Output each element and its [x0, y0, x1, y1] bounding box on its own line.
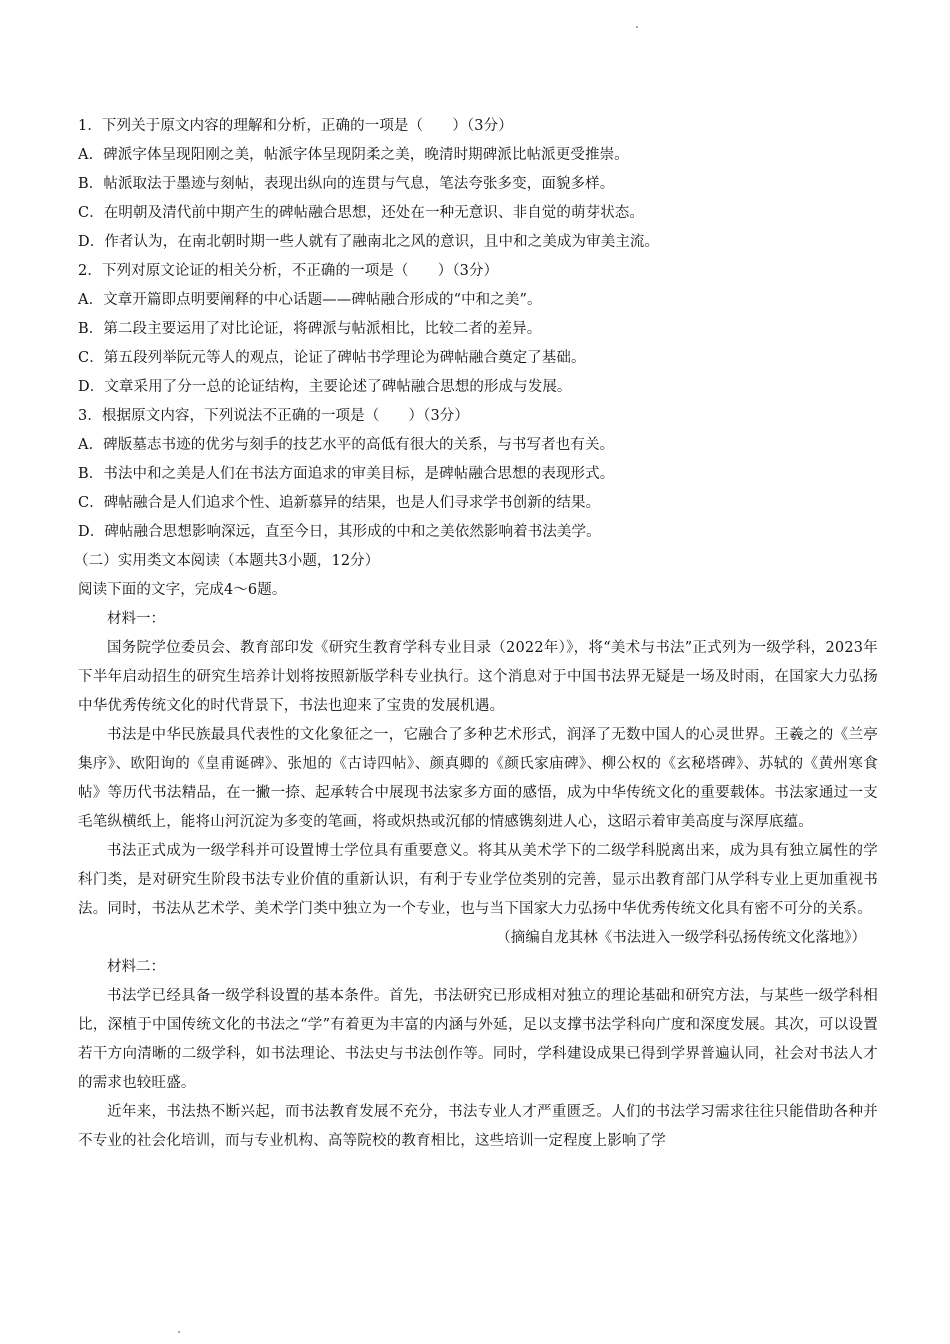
question-stem: 3．根据原文内容，下列说法不正确的一项是（ ）（3分）: [78, 408, 469, 424]
option-a: A．文章开篇即点明要阐释的中心话题——碑帖融合形成的“中和之美”。: [78, 292, 542, 308]
option-a: A．碑版墓志书迹的优劣与刻手的技艺水平的高低有很大的关系，与书写者也有关。: [78, 437, 615, 453]
option-a: A．碑派字体呈现阳刚之美，帖派字体呈现阴柔之美，晚清时期碑派比帖派更受推崇。: [78, 147, 629, 163]
material-1-text: [78, 634, 878, 924]
option-b: B．帖派取法于墨迹与刻帖，表现出纵向的连贯与气息，笔法夸张多变，面貌多样。: [78, 176, 615, 192]
paragraph: 近年来，书法热不断兴起，而书法教育发展不充分，书法专业人才严重匮乏。人们的书法学习需求往往只能借助各种并不专业的社会化培训，而与专业机构、高等院校的教育相比，这些培训一定程度上影响了学: [78, 1104, 878, 1149]
option-c: C．碑帖融合是人们追求个性、追新慕异的结果，也是人们寻求学书创新的结果。: [78, 495, 601, 511]
material-1-label: 材料一：: [107, 611, 165, 627]
question-stem: 1．下列关于原文内容的理解和分析，正确的一项是（ ）（3分）: [78, 118, 513, 134]
option-d: D．作者认为，在南北朝时期一些人就有了融南北之风的意识，且中和之美成为审美主流。: [78, 234, 660, 250]
document-body: [74, 112, 878, 1156]
material-2-text: [78, 982, 878, 1156]
question-2: [78, 257, 878, 402]
paragraph: 书法学已经具备一级学科设置的基本条件。首先，书法研究已形成相对独立的理论基础和研究方法，与某些一级学科相比，深植于中国传统文化的书法之“学”有着更为丰富的内涵与外延，足以支撑书法学科向广度和深度发展。其次，可以设置若干方向清晰的二级学科，如书法理论、书法史与书法创作等。同时，学科建设成果已得到学界普遍认同，社会对书法人才的需求也较旺盛。: [78, 988, 878, 1091]
bottom-dot-mark: [178, 1331, 180, 1333]
question-1: [78, 112, 878, 257]
top-dot-mark: [636, 26, 638, 28]
material-1-source: （摘编自龙其林《书法进入一级学科弘扬传统文化落地》）: [496, 930, 866, 946]
question-3: [78, 402, 878, 547]
option-b: B．书法中和之美是人们在书法方面追求的审美目标，是碑帖融合思想的表现形式。: [78, 466, 615, 482]
option-b: B．第二段主要运用了对比论证，将碑派与帖派相比，比较二者的差异。: [78, 321, 542, 337]
section-title: （二）实用类文本阅读（本题共3小题，12分）: [74, 553, 380, 569]
option-c: C．在明朝及清代前中期产生的碑帖融合思想，还处在一种无意识、非自觉的萌芽状态。: [78, 205, 644, 221]
section-instruction: 阅读下面的文字，完成4～6题。: [78, 582, 287, 598]
paragraph: 书法正式成为一级学科并可设置博士学位具有重要意义。将其从美术学下的二级学科脱离出来，成为具有独立属性的学科门类，是对研究生阶段书法专业价值的重新认识，有利于专业学位类别的完善，显示出教育部门从学科专业上更加重视书法。同时，书法从艺术学、美术学门类中独立为一个专业，也与当下国家大力弘扬中华优秀传统文化具有密不可分的关系。: [78, 843, 878, 917]
option-c: C．第五段列举阮元等人的观点，论证了碑帖书学理论为碑帖融合奠定了基础。: [78, 350, 586, 366]
paragraph: 书法是中华民族最具代表性的文化象征之一，它融合了多种艺术形式，润泽了无数中国人的心灵世界。王羲之的《兰亭集序》、欧阳询的《皇甫诞碑》、张旭的《古诗四帖》、颜真卿的《颜氏家庙碑》、柳公权的《玄秘塔碑》、苏轼的《黄州寒食帖》等历代书法精品，在一撇一捺、起承转合中展现书法家多方面的感悟，成为中华传统文化的重要载体。书法家通过一支毛笔纵横纸上，能将山河沉淀为多变的笔画，将或炽热或沉郁的情感镌刻进人心，这昭示着审美高度与深厚底蕴。: [78, 727, 878, 830]
option-d: D．文章采用了分一总的论证结构，主要论述了碑帖融合思想的形成与发展。: [78, 379, 572, 395]
material-2-label: 材料二：: [107, 959, 165, 975]
question-stem: 2．下列对原文论证的相关分析，不正确的一项是（ ）（3分）: [78, 263, 499, 279]
paragraph: 国务院学位委员会、教育部印发《研究生教育学科专业目录（2022年）》，将“美术与书法”正式列为一级学科，2023年下半年启动招生的研究生培养计划将按照新版学科专业执行。这个消息对于中国书法界无疑是一场及时雨，在国家大力弘扬中华优秀传统文化的时代背景下，书法也迎来了宝贵的发展机遇。: [78, 640, 878, 714]
option-d: D．碑帖融合思想影响深远，直至今日，其形成的中和之美依然影响着书法美学。: [78, 524, 601, 540]
